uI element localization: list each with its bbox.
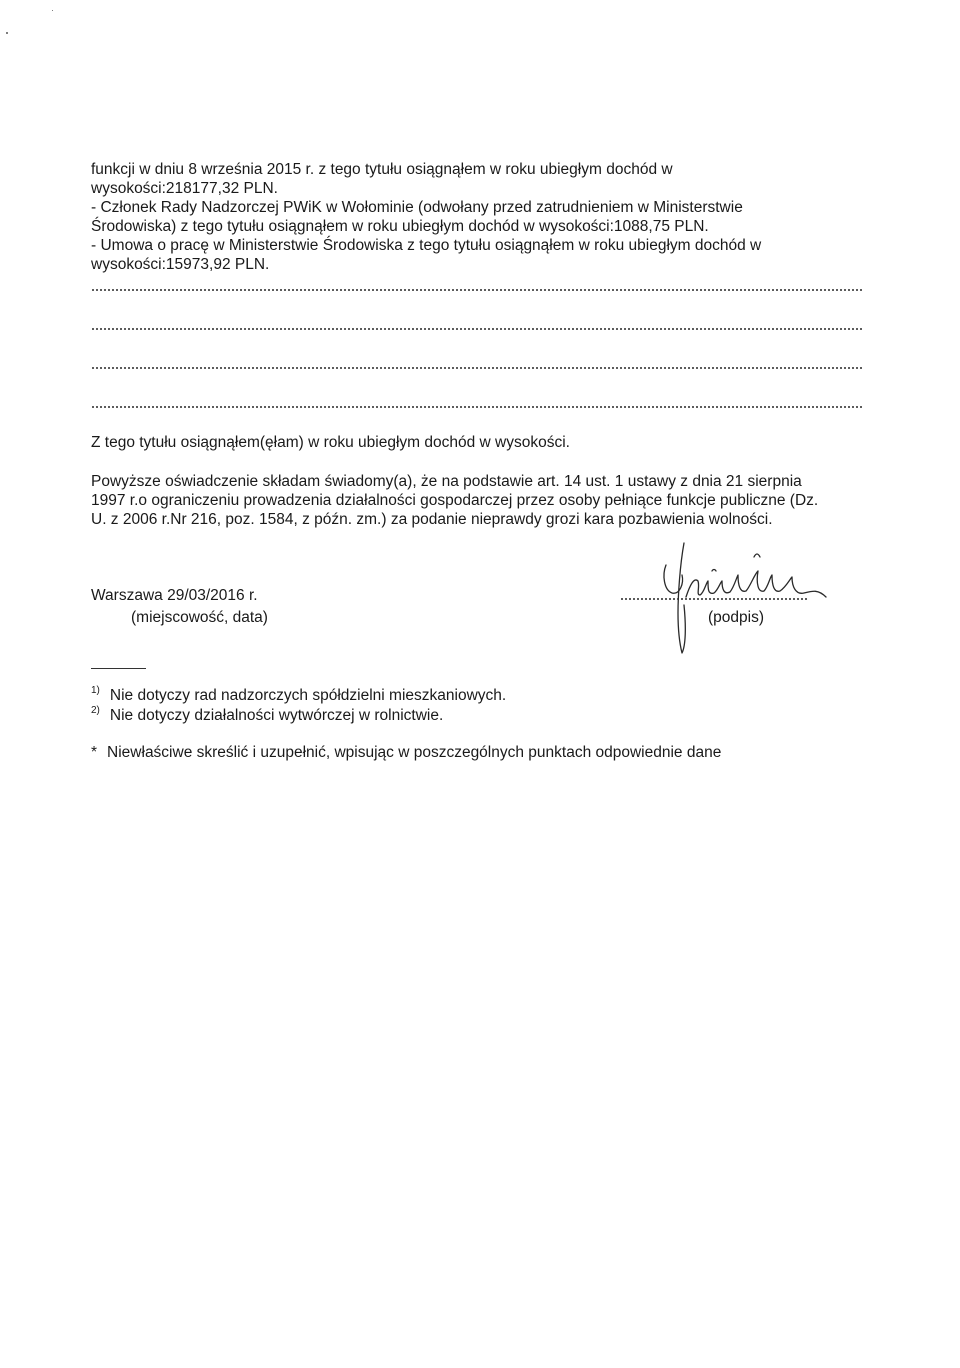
dotted-line — [91, 406, 863, 408]
place-date: Warszawa 29/03/2016 r. — [91, 587, 258, 604]
footnote-text: Nie dotyczy działalności wytwórczej w rolnictwie. — [109, 707, 444, 725]
dotted-line — [91, 328, 863, 330]
declaration — [91, 472, 871, 529]
footnote-2 — [91, 706, 443, 725]
note-text: Niewłaściwe skreślić i uzupełnić, wpisując w poszczególnych punktach odpowiednie dane — [107, 744, 722, 761]
dotted-line — [91, 367, 863, 369]
text-line: U. z 2006 r.Nr 216, poz. 1584, z późn. zm.) za podanie nieprawdy grozi kara pozbawienia wolności. — [91, 511, 773, 528]
footnote-rule — [91, 668, 146, 669]
income-statement — [91, 433, 871, 452]
text-line: Środowiska) z tego tytułu osiągnąłem w roku ubiegłym dochód w wysokości:1088,75 PLN. — [91, 218, 709, 235]
place-date-caption: (miejscowość, data) — [131, 609, 268, 626]
signature-caption: (podpis) — [708, 609, 764, 626]
text-line: Z tego tytułu osiągnąłem(ęłam) w roku ubiegłym dochód w wysokości. — [91, 434, 570, 451]
scan-speck — [52, 10, 53, 11]
text-line: wysokości:218177,32 PLN. — [91, 180, 278, 197]
dotted-line — [91, 289, 863, 291]
asterisk-note — [91, 744, 721, 762]
text-line: - Umowa o pracę w Ministerstwie Środowiska z tego tytułu osiągnąłem w roku ubiegłym dochód w — [91, 237, 762, 254]
text-line: 1997 r.o ograniczeniu prowadzenia działalności gospodarczej przez osoby pełniące funkcje publiczne (Dz. — [91, 492, 819, 509]
footnote-text: Nie dotyczy rad nadzorczych spółdzielni mieszkaniowych. — [109, 687, 507, 705]
footnote-marker: 1) — [91, 685, 100, 696]
handwritten-signature — [620, 535, 840, 665]
asterisk-marker: * — [91, 744, 98, 761]
footnote-1 — [91, 686, 506, 705]
footnote-marker: 2) — [91, 705, 100, 716]
text-line: funkcji w dniu 8 września 2015 r. z tego tytułu osiągnąłem w roku ubiegłym dochód w — [91, 161, 673, 178]
text-line: Powyższe oświadczenie składam świadomy(a), że na podstawie art. 14 ust. 1 ustawy z dnia 21 sierpnia — [91, 473, 802, 490]
text-line: - Członek Rady Nadzorczej PWiK w Wołominie (odwołany przed zatrudnieniem w Ministerstwie — [91, 199, 743, 216]
income-details — [91, 160, 871, 274]
scan-speck — [6, 32, 8, 34]
text-line: wysokości:15973,92 PLN. — [91, 256, 270, 273]
